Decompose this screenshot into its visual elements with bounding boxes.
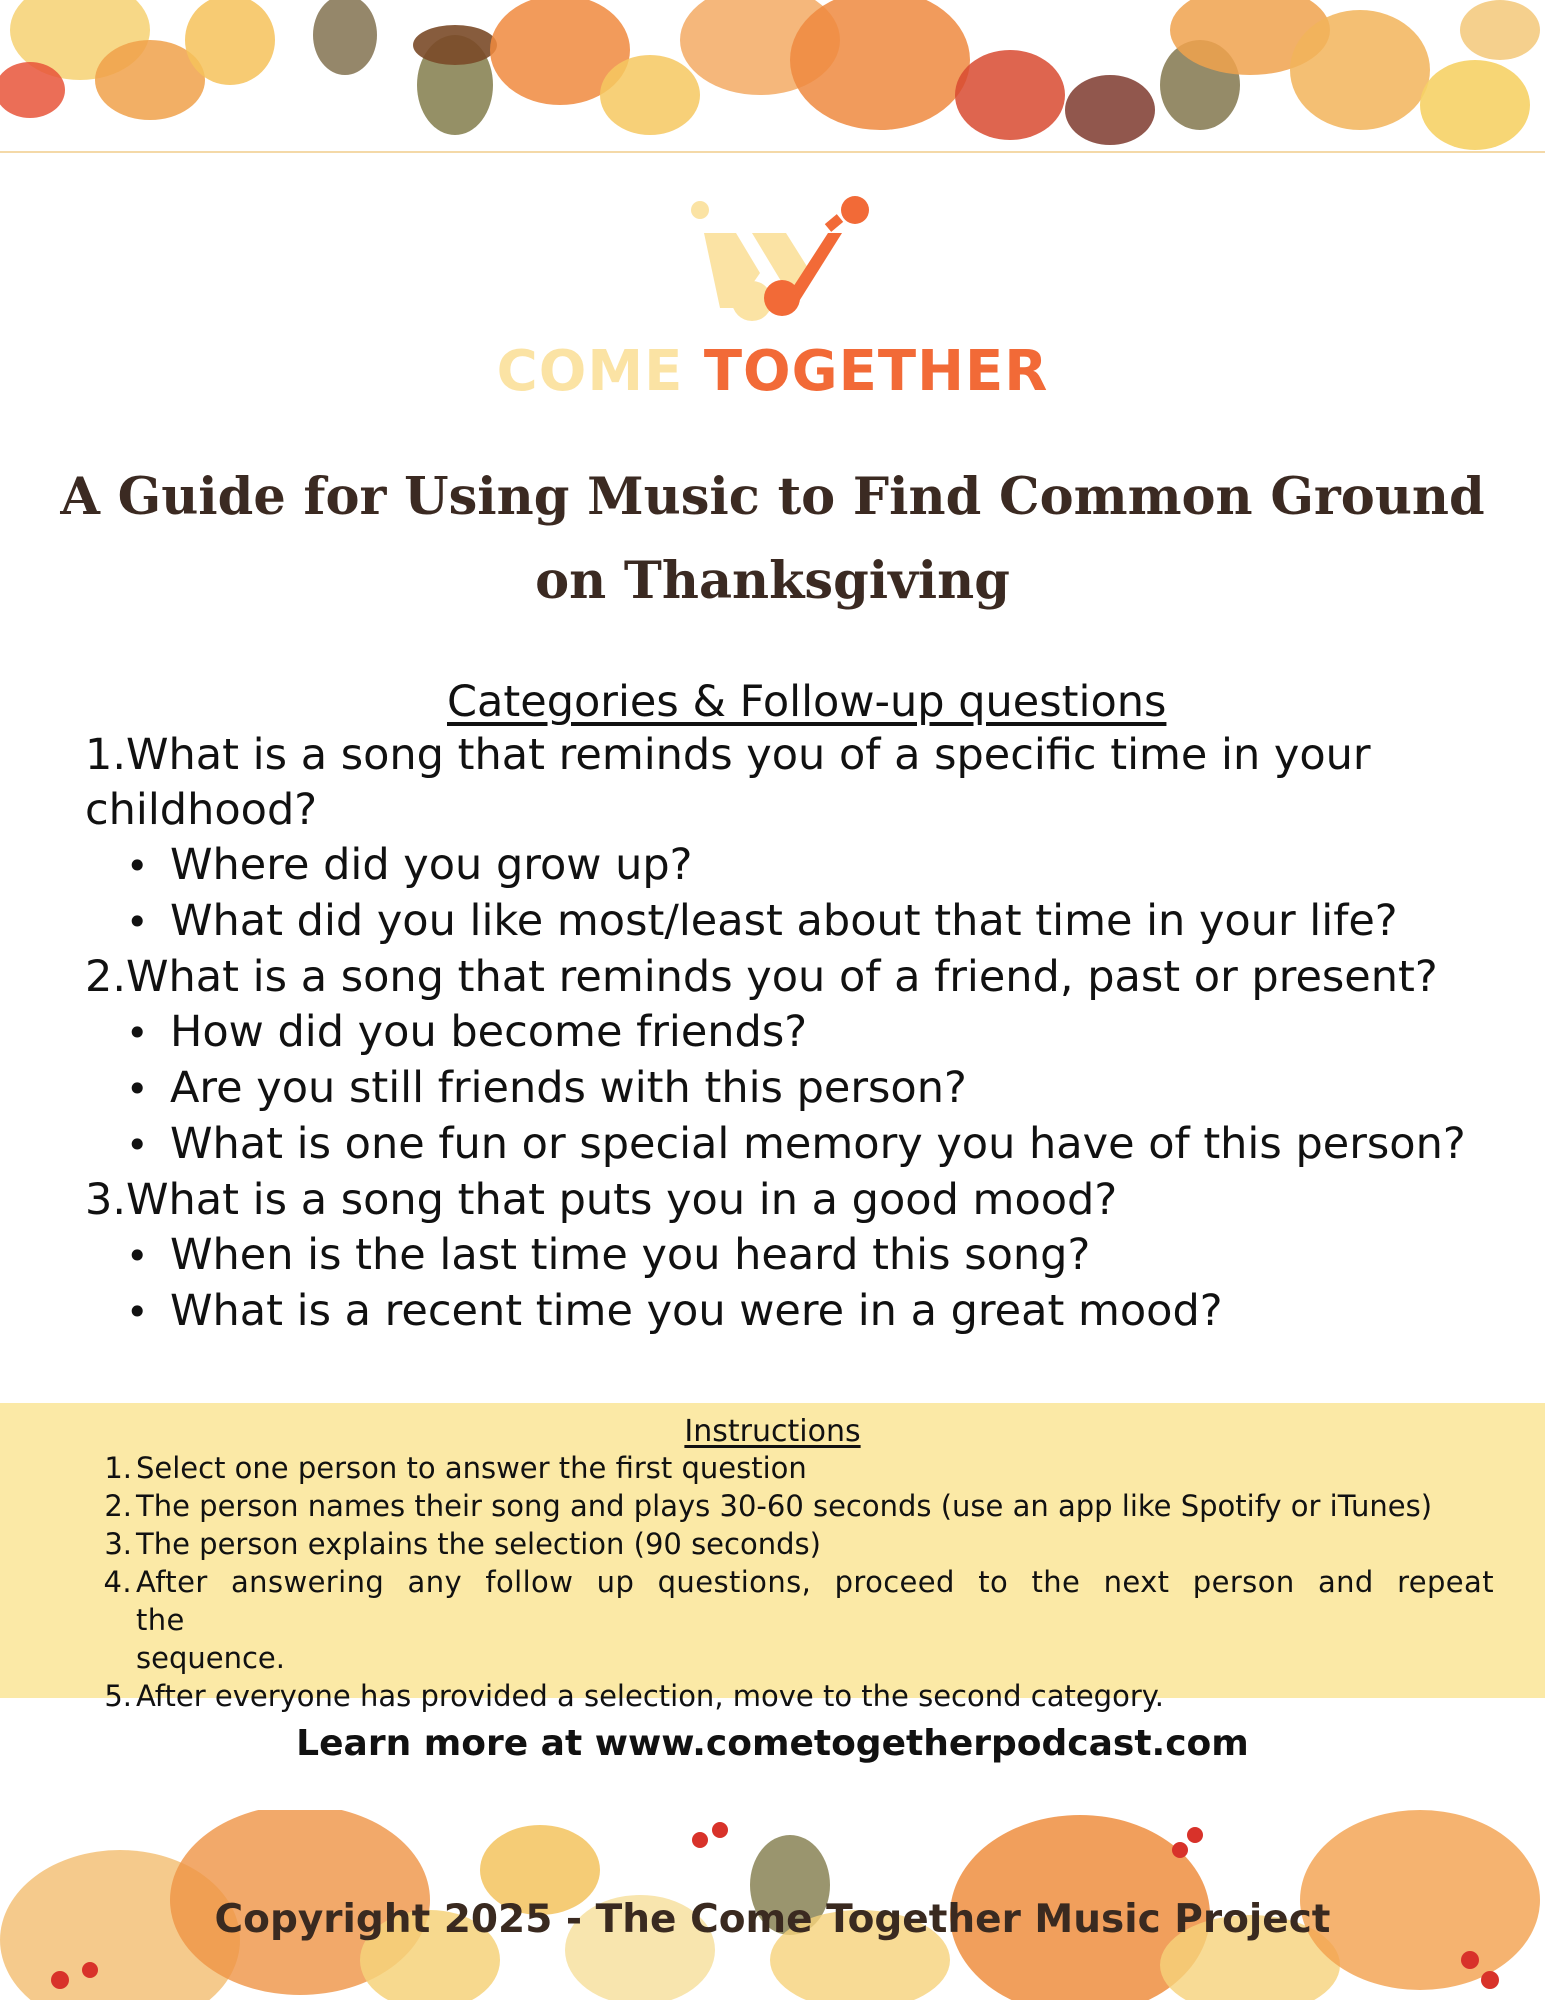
questions-list <box>85 728 1485 1340</box>
bullet-icon: • <box>126 1234 149 1278</box>
instructions-panel <box>0 1403 1545 1713</box>
follow-up-text: Are you still friends with this person? <box>170 1063 967 1113</box>
step-number: 3. <box>104 1527 132 1561</box>
step-number: 1. <box>104 1451 132 1485</box>
instruction-step <box>98 1563 1494 1639</box>
question-2 <box>85 950 1485 1005</box>
copyright-notice: Copyright 2025 - The Come Together Music Project <box>214 1897 1331 1942</box>
question-3 <box>85 1173 1485 1228</box>
follow-up-item <box>85 894 1485 950</box>
follow-up-text: When is the last time you heard this song? <box>170 1230 1091 1280</box>
question-text: What is a song that reminds you of a friend, past or present? <box>126 952 1438 1002</box>
follow-up-item <box>85 1228 1485 1284</box>
question-number: 1. <box>85 730 127 780</box>
question-number: 3. <box>85 1175 127 1225</box>
page-title <box>0 455 1545 623</box>
bullet-icon: • <box>126 1123 149 1167</box>
instruction-step-continued <box>98 1639 1494 1677</box>
follow-up-text: What is a recent time you were in a great mood? <box>170 1286 1223 1336</box>
bullet-icon: • <box>126 1290 149 1334</box>
question-text: What is a song that puts you in a good mood? <box>126 1175 1118 1225</box>
instruction-step <box>98 1525 1494 1563</box>
bullet-icon: • <box>126 844 149 888</box>
logo-word-come: COME <box>496 339 684 404</box>
question-1 <box>85 728 1485 783</box>
logo-wordmark <box>0 335 1545 409</box>
follow-up-item <box>85 1117 1485 1173</box>
logo-word-together: TOGETHER <box>703 339 1049 404</box>
question-text: What is a song that reminds you of a specific time in your <box>126 730 1371 780</box>
question-1-continued: childhood? <box>85 785 318 835</box>
bullet-icon: • <box>126 900 149 944</box>
title-line-1: A Guide for Using Music to Find Common Ground <box>60 467 1485 527</box>
autumn-leaves-border-top <box>0 0 1545 155</box>
follow-up-item <box>85 1005 1485 1061</box>
follow-up-text: Where did you grow up? <box>170 840 693 890</box>
categories-heading: Categories & Follow-up questions <box>447 677 1167 727</box>
follow-up-text: How did you become friends? <box>170 1007 808 1057</box>
step-text: After everyone has provided a selection, move to the second category. <box>136 1679 1164 1713</box>
learn-more-link[interactable]: Learn more at www.cometogetherpodcast.com <box>296 1723 1249 1764</box>
step-text: sequence. <box>136 1641 285 1675</box>
follow-up-item <box>85 838 1485 894</box>
instruction-step <box>98 1487 1494 1525</box>
follow-up-item <box>85 1284 1485 1340</box>
step-number: 4. <box>103 1565 132 1599</box>
step-number: 2. <box>104 1489 132 1523</box>
step-number: 5. <box>104 1679 132 1713</box>
follow-up-item <box>85 1061 1485 1117</box>
music-note-logo-icon <box>690 188 875 328</box>
instructions-heading: Instructions <box>684 1414 861 1449</box>
step-text: The person names their song and plays 30-60 seconds (use an app like Spotify or iTunes) <box>136 1489 1433 1523</box>
bullet-icon: • <box>126 1067 149 1111</box>
step-text: After answering any follow up questions, proceed to the next person and repeat the <box>136 1565 1494 1637</box>
instruction-step <box>98 1449 1494 1487</box>
follow-up-text: What is one fun or special memory you have of this person? <box>170 1119 1466 1169</box>
step-text: Select one person to answer the first question <box>136 1451 807 1485</box>
instruction-step <box>98 1677 1494 1715</box>
autumn-leaves-illustration <box>0 0 1545 155</box>
step-text: The person explains the selection (90 seconds) <box>136 1527 821 1561</box>
instructions-list <box>98 1449 1494 1715</box>
bullet-icon: • <box>126 1011 149 1055</box>
title-line-2: on Thanksgiving <box>535 551 1010 611</box>
follow-up-text: What did you like most/least about that time in your life? <box>170 896 1398 946</box>
question-number: 2. <box>85 952 127 1002</box>
